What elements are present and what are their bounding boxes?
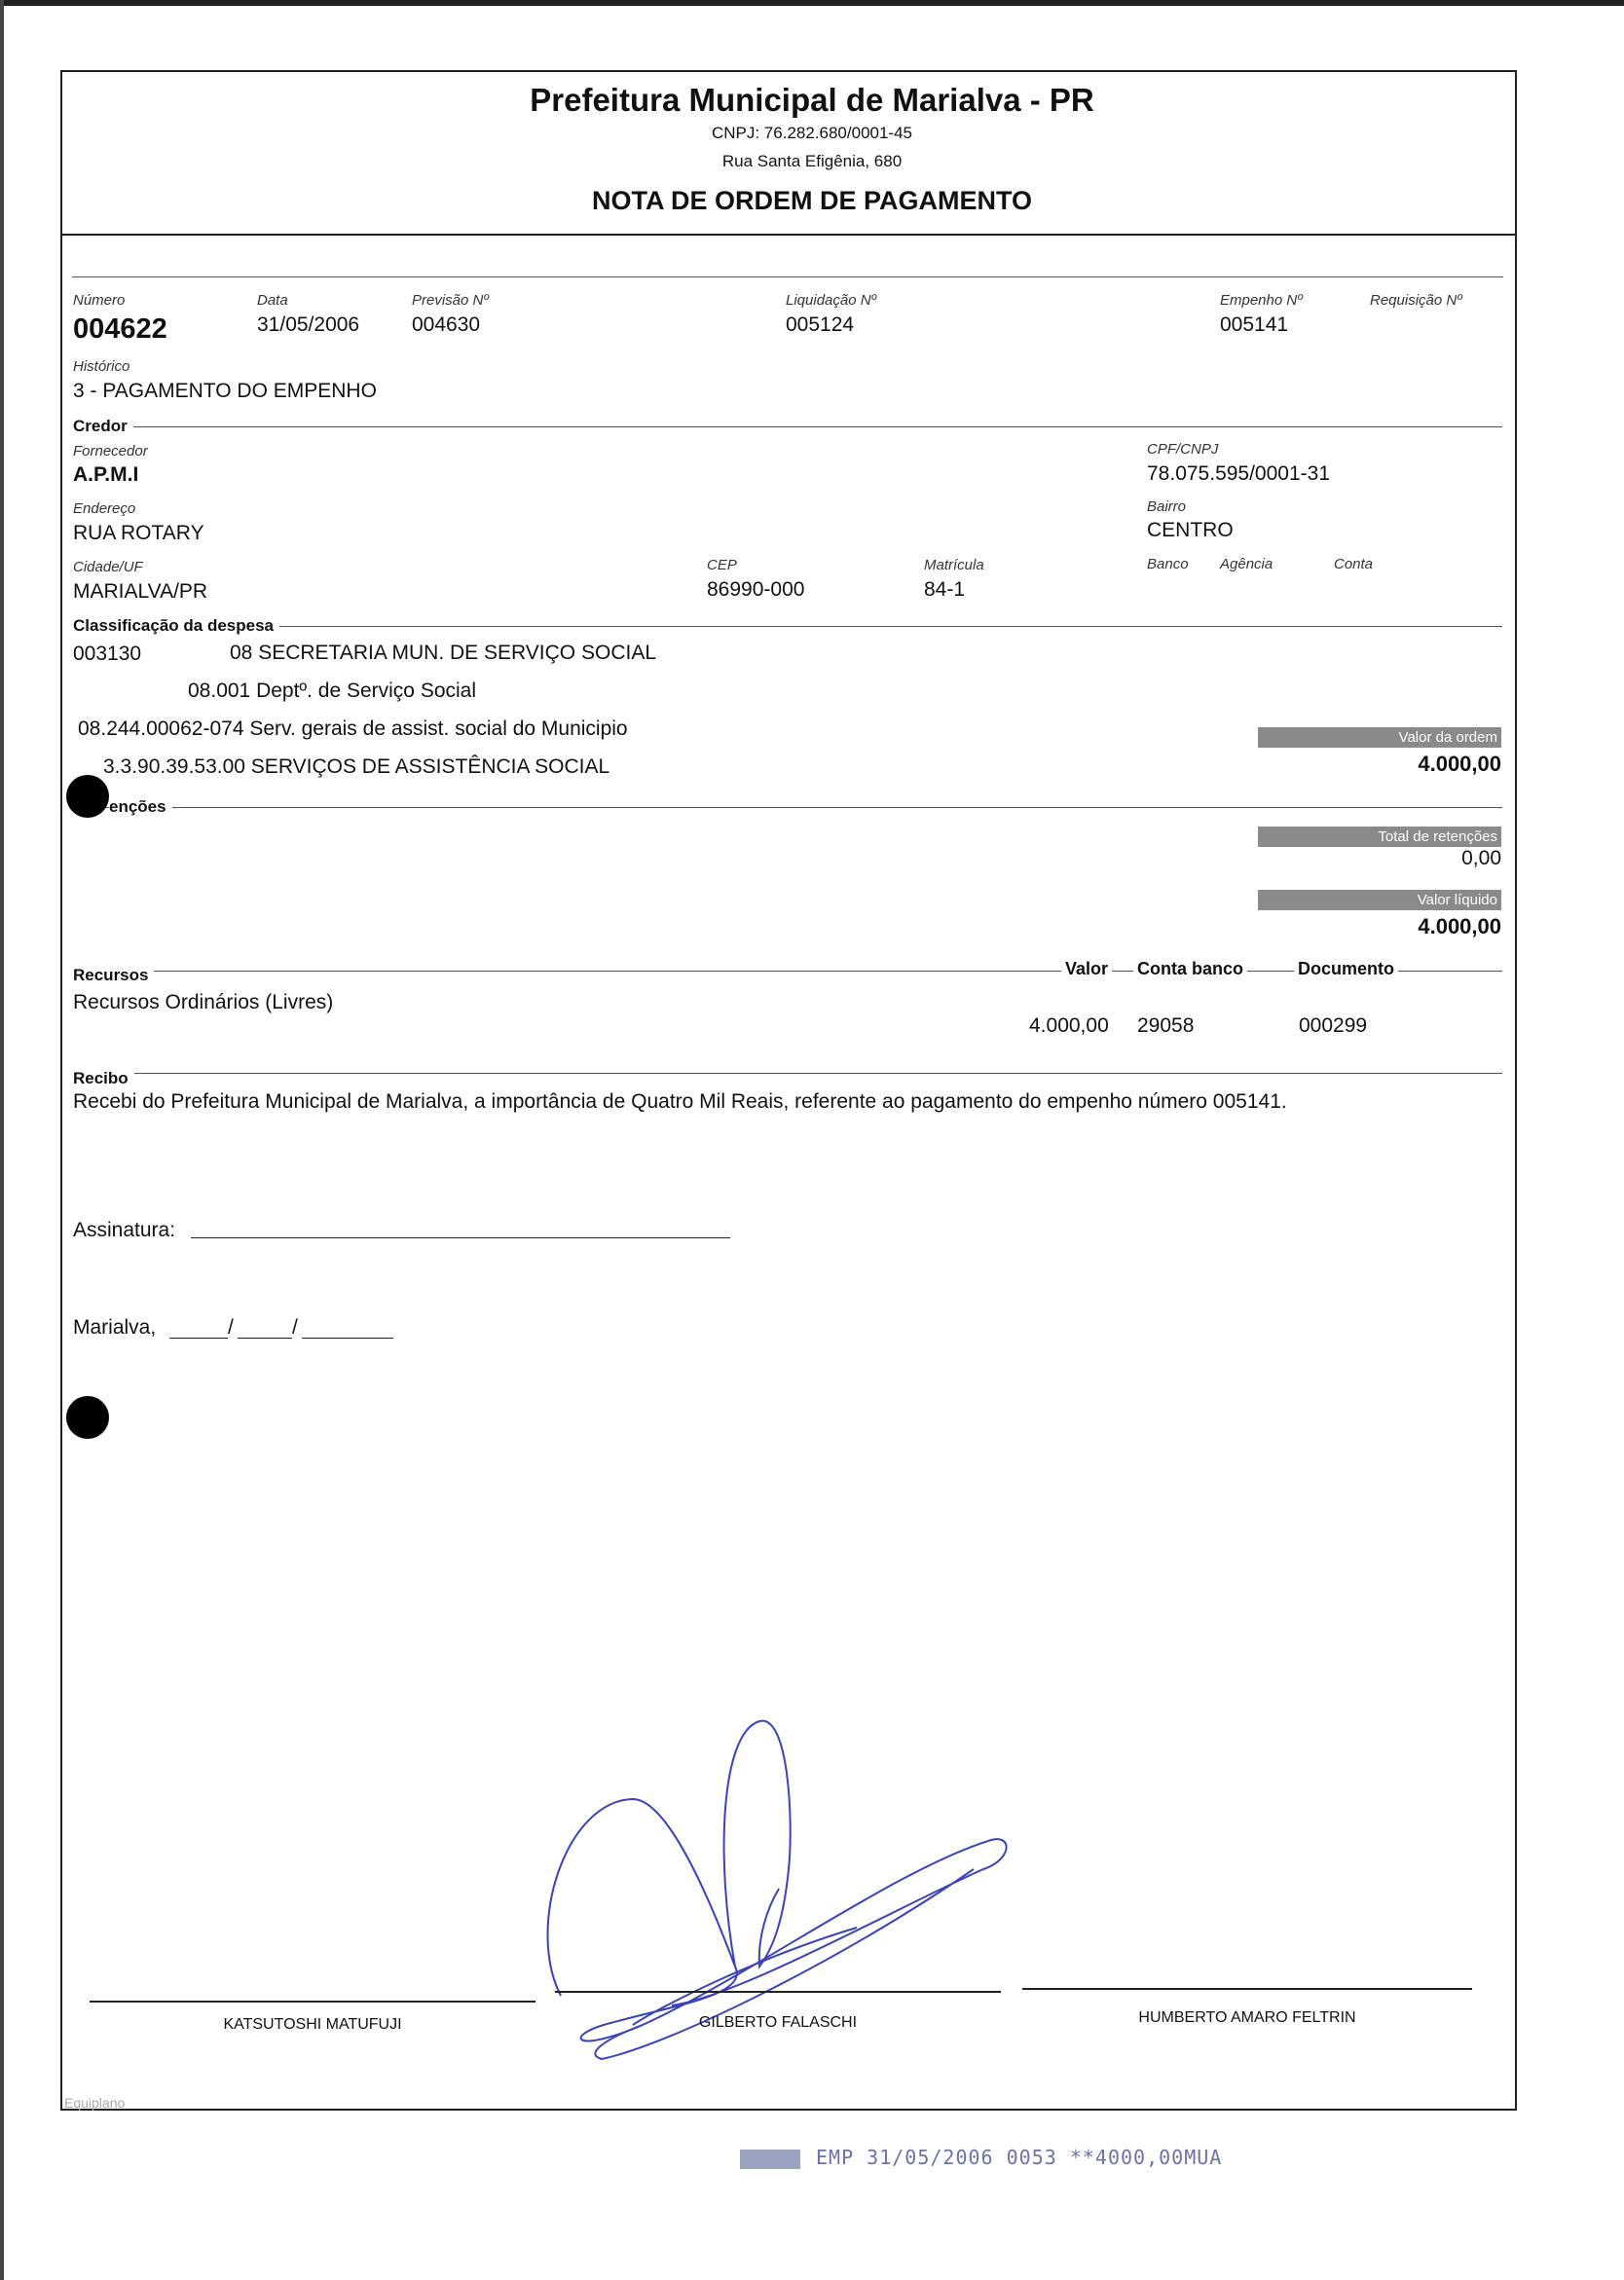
fornecedor-label: Fornecedor <box>73 443 148 460</box>
scan-edge-left <box>0 0 4 2280</box>
date-blank-day <box>169 1338 228 1339</box>
recursos-conta-label: Conta banco <box>1133 959 1247 979</box>
stamp-mark <box>740 2150 800 2169</box>
endereco-value: RUA ROTARY <box>73 522 204 544</box>
liquidacao-label: Liquidação Nº <box>786 292 877 309</box>
recursos-doc-label: Documento <box>1294 959 1398 979</box>
historico-label: Histórico <box>73 358 130 375</box>
signature-line-2 <box>555 1991 1001 1993</box>
assinatura-line <box>191 1237 730 1238</box>
classificacao-divider <box>73 626 1502 627</box>
classificacao-code: 003130 <box>73 643 142 665</box>
empenho-label: Empenho Nº <box>1220 292 1303 309</box>
signature-line-1 <box>90 2001 535 2003</box>
valor-liquido-value: 4.000,00 <box>1418 914 1501 938</box>
previsao-label: Previsão Nº <box>412 292 489 309</box>
header-divider <box>60 234 1517 236</box>
data-label: Data <box>257 292 288 309</box>
liquidacao-value: 005124 <box>786 313 855 336</box>
cidade-value: MARIALVA/PR <box>73 580 208 603</box>
recursos-section-title: Recursos <box>73 966 154 985</box>
signatory-3: HUMBERTO AMARO FELTRIN <box>1138 2009 1356 2026</box>
empenho-value: 005141 <box>1220 313 1289 336</box>
date-slash-2: / <box>292 1316 298 1339</box>
numero-value: 004622 <box>73 313 167 345</box>
classificacao-line1: 08 SECRETARIA MUN. DE SERVIÇO SOCIAL <box>230 642 657 664</box>
recursos-description: Recursos Ordinários (Livres) <box>73 991 334 1013</box>
cpf-label: CPF/CNPJ <box>1147 441 1219 458</box>
page-title: Prefeitura Municipal de Marialva - PR <box>530 82 1094 118</box>
cidade-label: Cidade/UF <box>73 559 143 575</box>
total-retencoes-value: 0,00 <box>1461 847 1501 869</box>
recursos-documento: 000299 <box>1299 1014 1368 1037</box>
previsao-value: 004630 <box>412 313 481 336</box>
recursos-divider <box>73 971 1502 972</box>
cnpj-text: CNPJ: 76.282.680/0001-45 <box>711 124 913 142</box>
classificacao-line4: 3.3.90.39.53.00 SERVIÇOS DE ASSISTÊNCIA SOCIAL <box>103 755 610 778</box>
ids-divider <box>72 276 1503 277</box>
cpf-value: 78.075.595/0001-31 <box>1147 462 1331 485</box>
endereco-label: Endereço <box>73 500 136 517</box>
punch-hole-mark <box>66 1396 109 1439</box>
local-data-label: Marialva, <box>73 1316 157 1339</box>
credor-section-title: Credor <box>73 417 133 436</box>
conta-label: Conta <box>1334 556 1374 572</box>
historico-value: 3 - PAGAMENTO DO EMPENHO <box>73 380 377 402</box>
retencoes-divider <box>73 807 1502 808</box>
matricula-value: 84-1 <box>924 578 966 601</box>
valor-liquido-label: Valor líquido <box>1258 890 1501 910</box>
classificacao-line2: 08.001 Deptº. de Serviço Social <box>188 680 477 702</box>
recibo-section-title: Recibo <box>73 1069 134 1088</box>
assinatura-label: Assinatura: <box>73 1219 176 1241</box>
numero-label: Número <box>73 292 126 309</box>
address-text: Rua Santa Efigênia, 680 <box>721 152 903 170</box>
valor-ordem-value: 4.000,00 <box>1418 752 1501 776</box>
credor-divider <box>73 426 1502 427</box>
document-title: NOTA DE ORDEM DE PAGAMENTO <box>591 186 1032 215</box>
recursos-conta: 29058 <box>1137 1014 1195 1037</box>
handwritten-signature <box>526 1713 1032 2064</box>
recursos-valor-label: Valor <box>1061 959 1112 979</box>
classificacao-line3: 08.244.00062-074 Serv. gerais de assist. social do Municipio <box>78 717 628 740</box>
date-blank-month <box>238 1338 292 1339</box>
classificacao-section-title: Classificação da despesa <box>73 616 279 636</box>
bairro-value: CENTRO <box>1147 519 1234 541</box>
punch-hole-mark <box>66 775 109 818</box>
total-retencoes-label: Total de retenções <box>1258 827 1501 847</box>
matricula-label: Matrícula <box>924 557 984 573</box>
recursos-valor: 4.000,00 <box>1029 1014 1109 1037</box>
agencia-label: Agência <box>1220 556 1273 572</box>
equiplano-brand: Equiplano <box>64 2095 126 2111</box>
date-slash-1: / <box>228 1316 234 1339</box>
bank-stamp: EMP 31/05/2006 0053 **4000,00MUA <box>816 2146 1223 2169</box>
data-value: 31/05/2006 <box>257 313 360 336</box>
date-blank-year <box>302 1338 393 1339</box>
valor-ordem-label: Valor da ordem <box>1258 727 1501 748</box>
signatory-2: GILBERTO FALASCHI <box>698 2014 858 2031</box>
requisicao-label: Requisição Nº <box>1370 292 1462 309</box>
signature-line-3 <box>1022 1988 1472 1990</box>
recibo-divider <box>73 1073 1502 1074</box>
retencoes-section-title: enções <box>109 797 172 817</box>
banco-label: Banco <box>1147 556 1189 572</box>
recibo-text: Recebi do Prefeitura Municipal de Marialva, a importância de Quatro Mil Reais, referente ao pagamento do empenho número 005141. <box>73 1090 1287 1113</box>
scan-edge-top <box>0 0 1624 6</box>
signatory-1: KATSUTOSHI MATUFUJI <box>223 2016 402 2033</box>
cep-label: CEP <box>707 557 737 573</box>
bairro-label: Bairro <box>1147 498 1187 515</box>
fornecedor-value: A.P.M.I <box>73 463 139 486</box>
cep-value: 86990-000 <box>707 578 805 601</box>
